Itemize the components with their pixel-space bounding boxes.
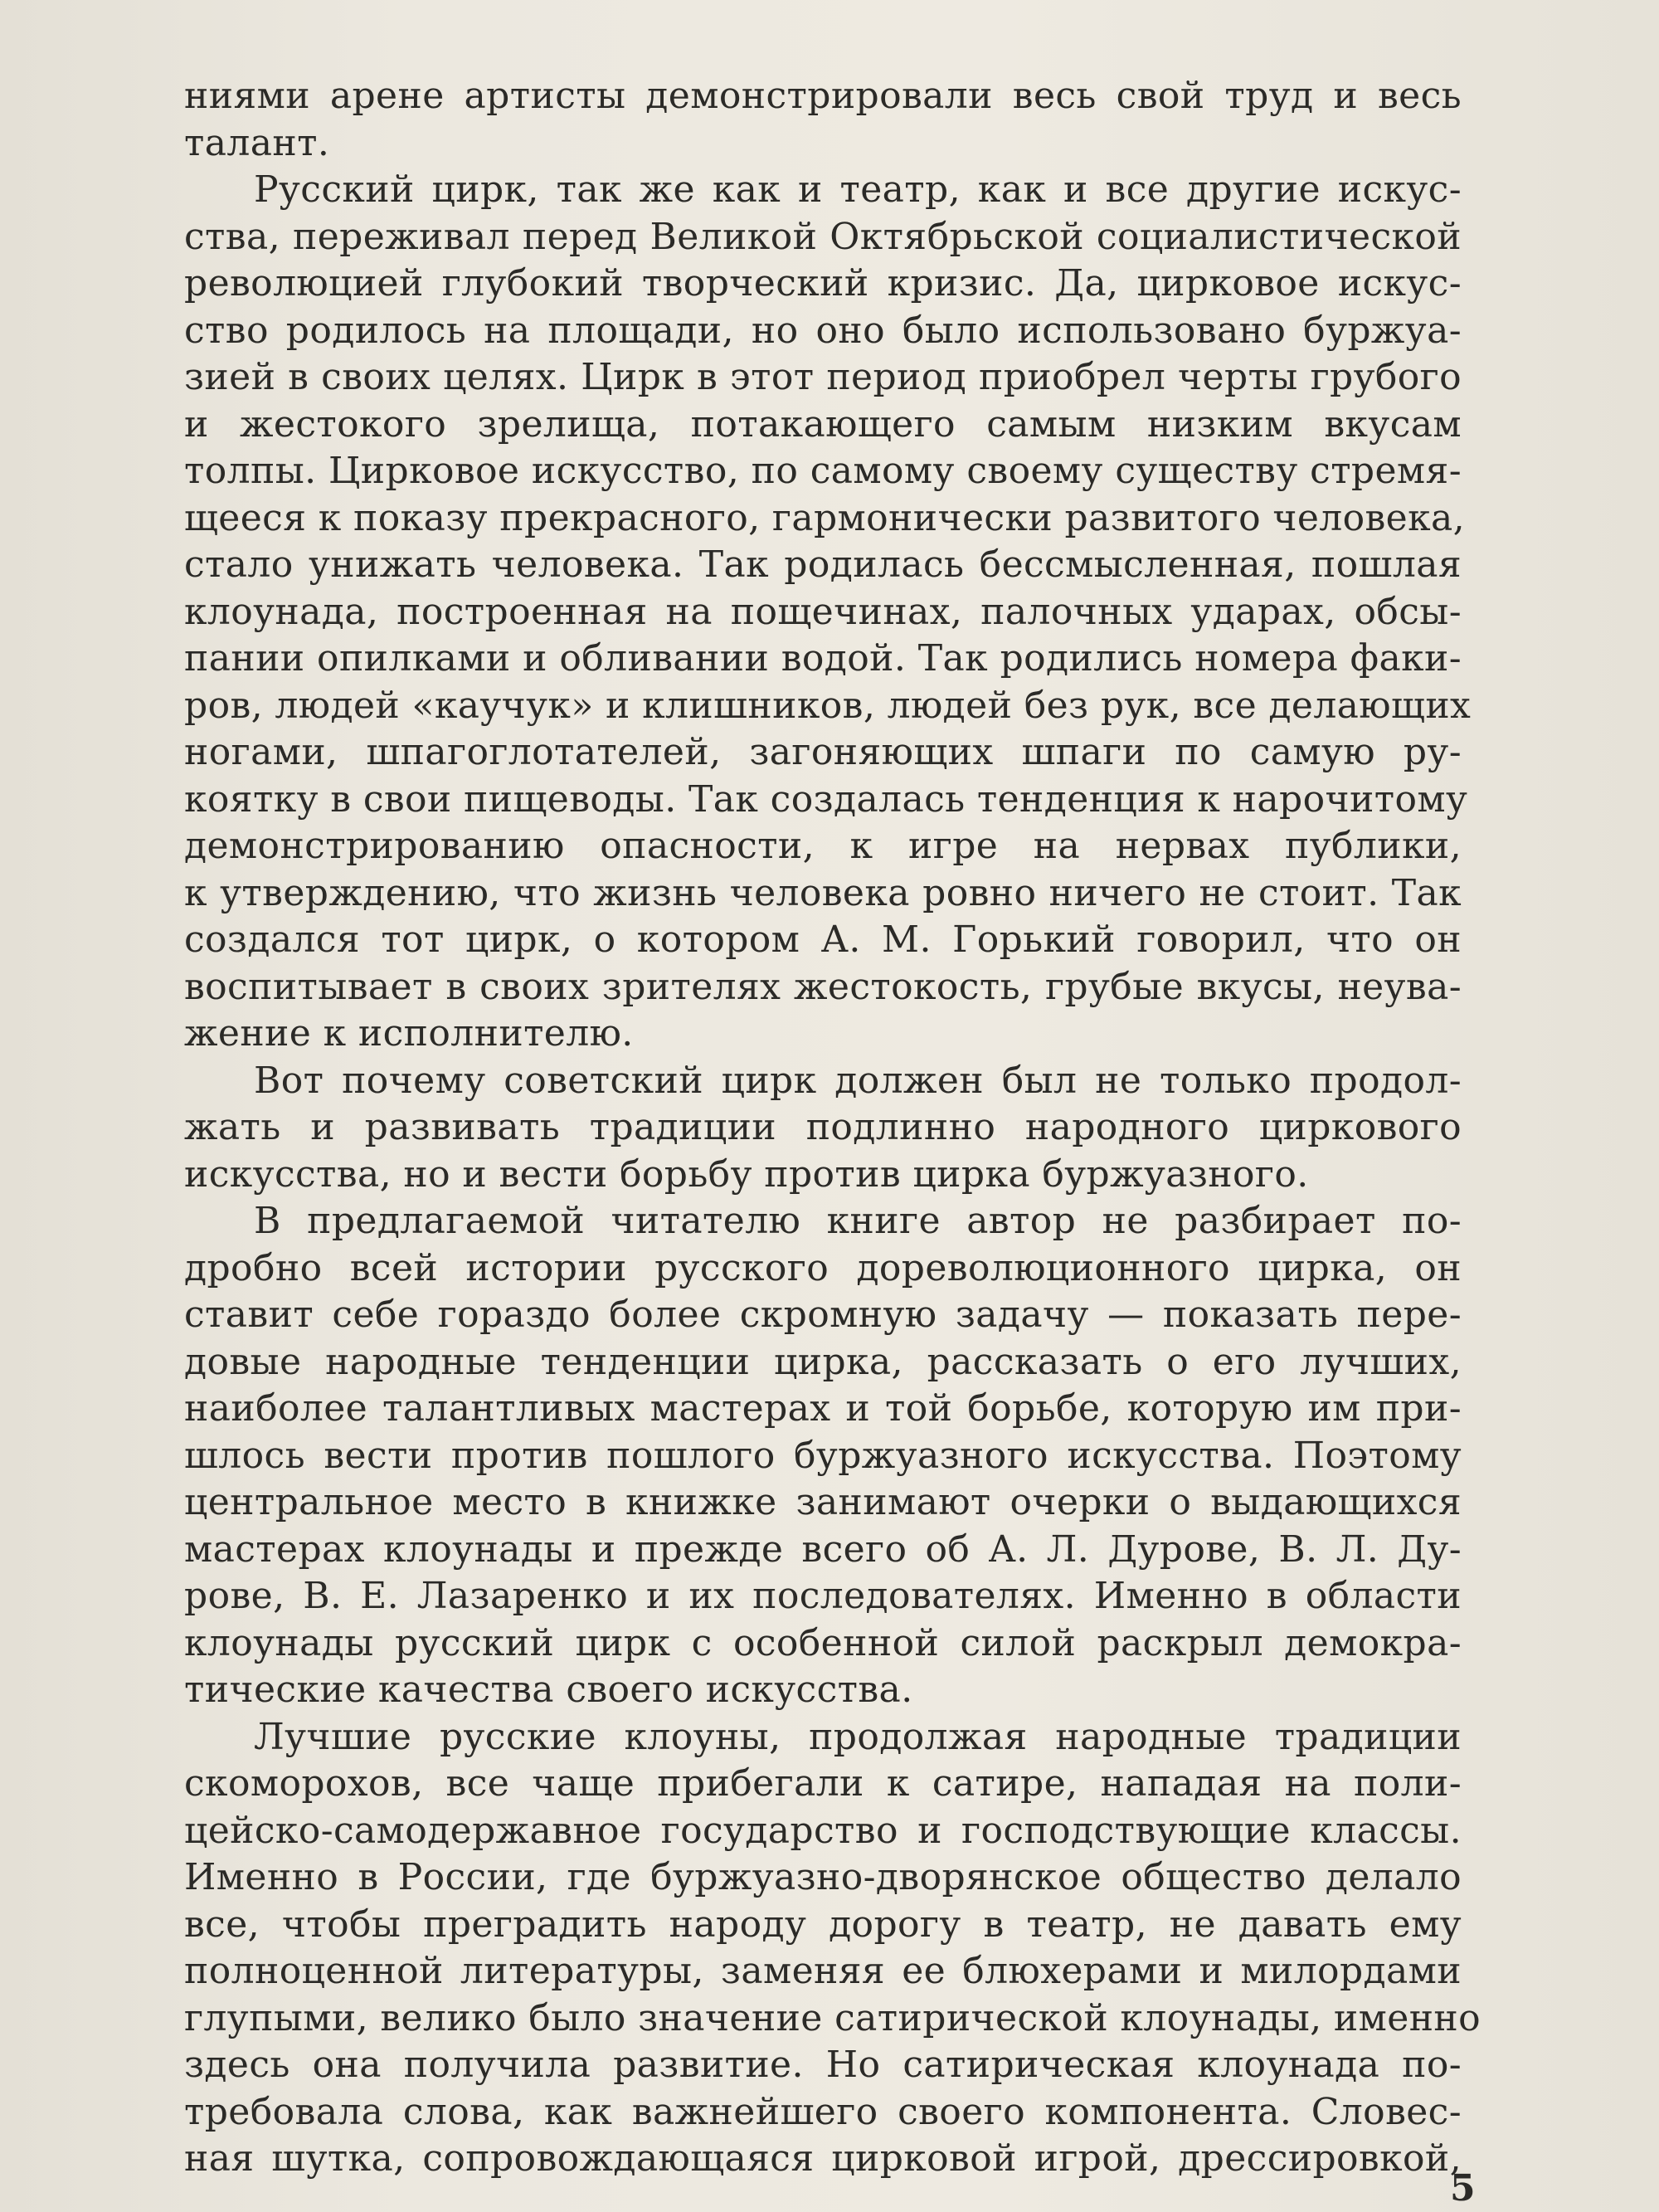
- text-line: искусства, но и вести борьбу против цирка буржуазного.: [184, 1152, 1309, 1196]
- text-line: рове, В. Е. Лазаренко и их последователях. Именно в области: [184, 1575, 1462, 1617]
- text-line: к утверждению, что жизнь человека ровно ничего не стоит. Так: [184, 871, 1462, 914]
- text-line: тические качества своего искусства.: [184, 1669, 913, 1711]
- text-line: зией в своих целях. Цирк в этот период приобрел черты грубого: [184, 356, 1462, 398]
- text-line: мастерах клоунады и прежде всего об А. Л. Дурове, В. Л. Ду-: [184, 1527, 1462, 1571]
- text-line: ногами, шпагоглотателей, загоняющих шпаги по самую ру-: [184, 731, 1462, 773]
- text-line: все, чтобы преградить народу дорогу в театр, не давать ему: [184, 1903, 1462, 1946]
- text-line: Вот почему советский цирк должен был не только продол-: [254, 1059, 1462, 1102]
- text-line: ниями арене артисты демонстрировали весь свой труд и весь: [184, 75, 1462, 117]
- text-line: щееся к показу прекрасного, гармонически развитого человека,: [184, 496, 1466, 539]
- text-line: клоунада, построенная на пощечинах, палочных ударах, обсы-: [184, 590, 1462, 633]
- text-line: пании опилками и обливании водой. Так родились номера факи-: [184, 637, 1462, 680]
- text-line: и жестокого зрелища, потакающего самым низким вкусам: [184, 402, 1462, 446]
- text-line: демонстрированию опасности, к игре на нервах публики,: [184, 825, 1462, 867]
- text-line: революцией глубокий творческий кризис. Да, цирковое искус-: [184, 262, 1462, 305]
- text-line: ная шутка, сопровождающаяся цирковой игрой, дрессировкой,: [184, 2137, 1462, 2180]
- text-line: В предлагаемой читателю книге автор не разбирает по-: [254, 1200, 1462, 1242]
- text-line: ства, переживал перед Великой Октябрьской социалистической: [184, 215, 1462, 258]
- text-line: центральное место в книжке занимают очерки о выдающихся: [184, 1481, 1462, 1523]
- text-line: Именно в России, где буржуазно-дворянское общество делало: [184, 1856, 1462, 1898]
- text-line: коятку в свои пищеводы. Так создалась тенденция к нарочитому: [184, 777, 1468, 821]
- body-text: [184, 73, 1481, 2183]
- text-line: жать и развивать традиции подлинно народного циркового: [184, 1106, 1462, 1148]
- text-line: глупыми, велико было значение сатирической клоунады, именно: [184, 1996, 1481, 2039]
- text-line: шлось вести против пошлого буржуазного искусства. Поэтому: [184, 1434, 1462, 1477]
- text-line: цейско-самодержавное государство и господствующие классы.: [184, 1809, 1462, 1852]
- text-line: здесь она получила развитие. Но сатирическая клоунада по-: [184, 2044, 1462, 2086]
- text-line: жение к исполнителю.: [184, 1012, 634, 1055]
- text-line: стало унижать человека. Так родилась бессмысленная, пошлая: [184, 543, 1462, 586]
- text-line: воспитывает в своих зрителях жестокость, грубые вкусы, неува-: [184, 965, 1462, 1008]
- text-line: ство родилось на площади, но оно было использовано буржуа-: [184, 309, 1462, 352]
- text-line: полноценной литературы, заменяя ее блюхерами и милордами: [184, 1950, 1462, 1992]
- text-line: наиболее талантливых мастерах и той борьбе, которую им при-: [184, 1387, 1462, 1430]
- text-line: создался тот цирк, о котором А. М. Горький говорил, что он: [184, 918, 1462, 961]
- text-line: клоунады русский цирк с особенной силой раскрыл демокра-: [184, 1621, 1462, 1664]
- text-line: Лучшие русские клоуны, продолжая народные традиции: [254, 1715, 1462, 1758]
- text-line: талант.: [184, 121, 330, 164]
- page-number: 5: [1450, 2167, 1476, 2210]
- text-line: ставит себе гораздо более скромную задачу — показать пере-: [184, 1294, 1462, 1336]
- text-line: довые народные тенденции цирка, рассказать о его лучших,: [184, 1340, 1462, 1383]
- text-line: Русский цирк, так же как и театр, как и все другие искус-: [254, 168, 1462, 211]
- text-line: требовала слова, как важнейшего своего компонента. Словес-: [184, 2090, 1462, 2133]
- text-line: ров, людей «каучук» и клишников, людей без рук, все делающих: [184, 684, 1472, 727]
- text-line: скоморохов, все чаще прибегали к сатире, нападая на поли-: [184, 1762, 1462, 1805]
- text-line: дробно всей истории русского дореволюционного цирка, он: [184, 1246, 1462, 1289]
- text-line: толпы. Цирковое искусство, по самому своему существу стремя-: [184, 450, 1462, 492]
